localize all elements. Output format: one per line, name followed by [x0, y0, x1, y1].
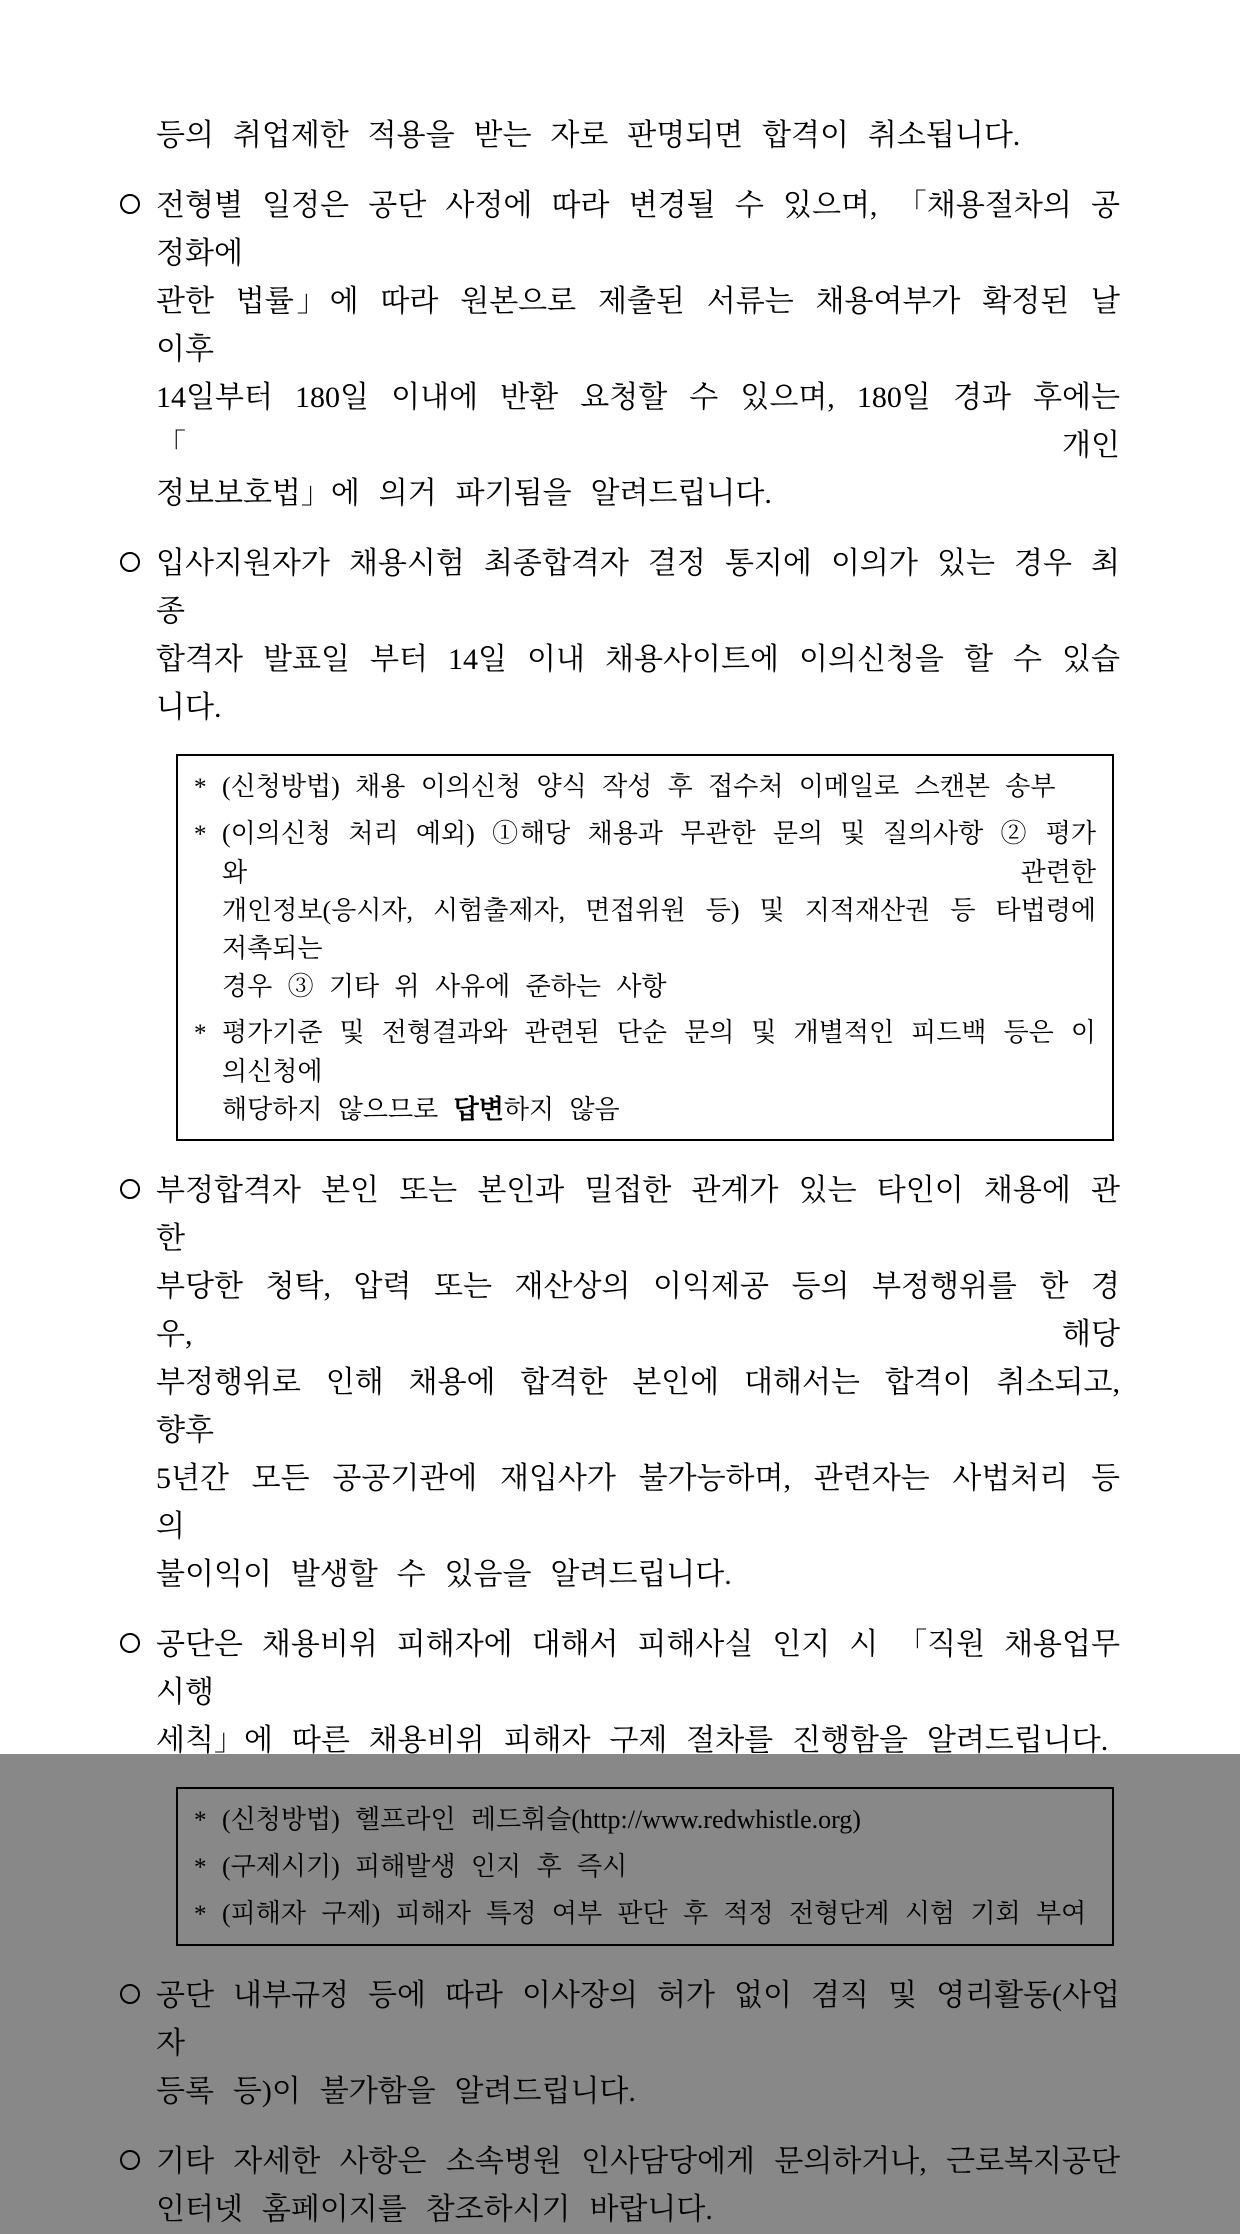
asterisk-marker-icon: * [194, 821, 207, 848]
text-line: 등록 등)이 불가함을 알려드립니다. [156, 2075, 636, 2108]
bullet-paragraph [120, 1621, 1120, 1765]
circle-bullet-icon [120, 2150, 140, 2170]
note-line: * (이의신청 처리 예외) ①해당 채용과 무관한 문의 및 질의사항 ② 평가와 관련한 [194, 815, 1096, 892]
note-line: 개인정보(응시자, 시험출제자, 면접위원 등) 및 지적재산권 등 타법령에 저촉되는 [222, 896, 1096, 963]
note-line: 경우 ③ 기타 위 사유에 준하는 사항 [222, 972, 667, 1001]
text-line: 부정합격자 본인 또는 본인과 밀접한 관계가 있는 타인이 채용에 관한 [156, 1174, 1120, 1255]
bullet-column [120, 540, 156, 732]
text-line: 관한 법률」에 따라 원본으로 제출된 서류는 채용여부가 확정된 날 이후 [156, 285, 1120, 366]
bullet-paragraph [120, 182, 1120, 518]
text-line: 인터넷 홈페이지를 참조하시기 바랍니다. [156, 2193, 713, 2226]
text-line: 불이익이 발생할 수 있음을 알려드립니다. [156, 1558, 732, 1591]
asterisk-marker-icon: * [194, 1020, 207, 1047]
bullet-paragraph [120, 1167, 1120, 1599]
bullet-paragraph [120, 540, 1120, 732]
note-line: * (구제시기) 피해발생 인지 후 즉시 [194, 1848, 1096, 1887]
bullet-paragraph [120, 2138, 1120, 2234]
text-line: 공단은 채용비위 피해자에 대해서 피해사실 인지 시 「직원 채용업무 시행 [156, 1628, 1120, 1709]
bullet-paragraph [120, 1972, 1120, 2116]
text-line: 등의 취업제한 적용을 받는 자로 판명되면 합격이 취소됩니다. [156, 119, 1021, 152]
paragraph-body [156, 1621, 1120, 1765]
asterisk-marker-icon: * [194, 774, 207, 801]
note-box [176, 754, 1114, 1141]
note-item [194, 1895, 1096, 1934]
note-item [194, 1848, 1096, 1887]
bullet-column [120, 1621, 156, 1765]
text-line: 합격자 발표일 부터 14일 이내 채용사이트에 이의신청을 할 수 있습니다. [156, 643, 1120, 724]
text-line: 전형별 일정은 공단 사정에 따라 변경될 수 있으며, 「채용절차의 공정화에 [156, 189, 1120, 270]
note-line: * (신청방법) 채용 이의신청 양식 작성 후 접수처 이메일로 스캔본 송부 [194, 768, 1096, 807]
circle-bullet-icon [120, 1179, 140, 1199]
text-line: 기타 자세한 사항은 소속병원 인사담당에게 문의하거나, 근로복지공단 [156, 2145, 1120, 2178]
paragraph-body [156, 1167, 1120, 1599]
note-item [194, 1014, 1096, 1129]
note-line: 해당하지 않으므로 답변하지 않음 [222, 1095, 620, 1124]
note-line: * 평가기준 및 전형결과와 관련된 단순 문의 및 개별적인 피드백 등은 이의신청에 [194, 1014, 1096, 1091]
circle-bullet-icon [120, 1633, 140, 1653]
continuation-paragraph [120, 112, 1120, 160]
document-content [120, 112, 1120, 2234]
paragraph-body [156, 1972, 1120, 2116]
paragraph-body [156, 182, 1120, 518]
bullet-column [120, 1972, 156, 2116]
circle-bullet-icon [120, 194, 140, 214]
text-line: 14일부터 180일 이내에 반환 요청할 수 있으며, 180일 경과 후에는 「개인 [156, 381, 1120, 462]
paragraph-body [156, 2138, 1120, 2234]
text-line: 5년간 모든 공공기관에 재입사가 불가능하며, 관련자는 사법처리 등의 [156, 1462, 1120, 1543]
note-line: * (신청방법) 헬프라인 레드휘슬(http://www.redwhistle.org) [194, 1801, 1096, 1840]
asterisk-marker-icon: * [194, 1807, 207, 1834]
text-line: 부정행위로 인해 채용에 합격한 본인에 대해서는 합격이 취소되고, 향후 [156, 1366, 1120, 1447]
bullet-column [120, 1167, 156, 1599]
text-line: 입사지원자가 채용시험 최종합격자 결정 통지에 이의가 있는 경우 최종 [156, 547, 1120, 628]
note-box [176, 1787, 1114, 1946]
circle-bullet-icon [120, 1984, 140, 2004]
bullet-column [120, 182, 156, 518]
note-item [194, 815, 1096, 1006]
note-item [194, 768, 1096, 807]
bullet-column [120, 112, 156, 160]
paragraph-body [156, 112, 1120, 160]
text-line: 정보보호법」에 의거 파기됨을 알려드립니다. [156, 477, 772, 510]
text-line: 공단 내부규정 등에 따라 이사장의 허가 없이 겸직 및 영리활동(사업자 [156, 1979, 1120, 2060]
circle-bullet-icon [120, 552, 140, 572]
note-line: * (피해자 구제) 피해자 특정 여부 판단 후 적정 전형단계 시험 기회 부여 [194, 1895, 1096, 1934]
text-line: 부당한 청탁, 압력 또는 재산상의 이익제공 등의 부정행위를 한 경우, 해당 [156, 1270, 1120, 1351]
asterisk-marker-icon: * [194, 1854, 207, 1881]
asterisk-marker-icon: * [194, 1901, 207, 1928]
paragraph-body [156, 540, 1120, 732]
bullet-column [120, 2138, 156, 2234]
text-line: 세칙」에 따른 채용비위 피해자 구제 절차를 진행함을 알려드립니다. [156, 1724, 1109, 1757]
bold-text: 답변 [453, 1095, 504, 1124]
note-item [194, 1801, 1096, 1840]
